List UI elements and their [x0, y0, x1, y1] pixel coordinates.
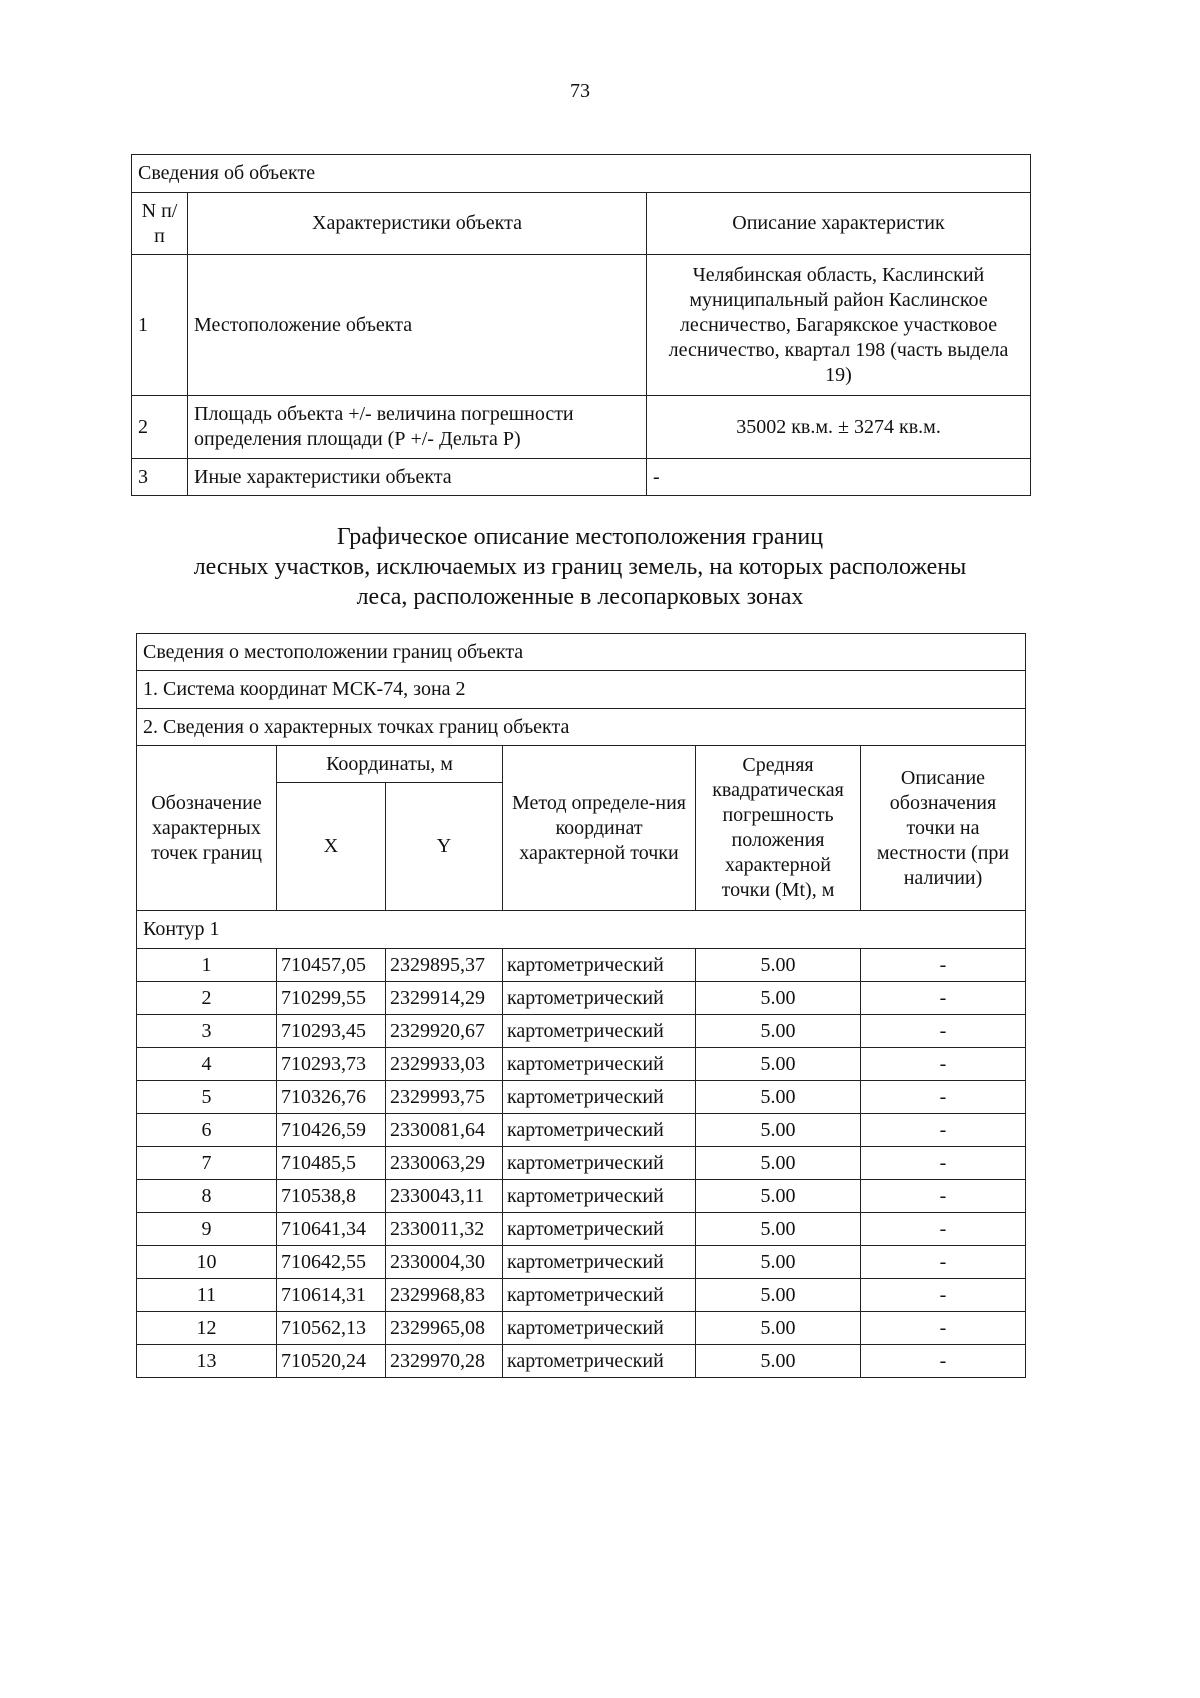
table-row [137, 949, 1026, 982]
coord-y: 2330081,64 [386, 1114, 503, 1147]
error: 5.00 [696, 982, 861, 1015]
point-number: 3 [137, 1015, 277, 1048]
heading-line: леса, расположенные в лесопарковых зонах [356, 584, 804, 610]
point-number: 7 [137, 1147, 277, 1180]
coord-x: 710485,5 [277, 1147, 386, 1180]
method: картометрический [503, 1114, 696, 1147]
point-number: 11 [137, 1279, 277, 1312]
coord-x: 710562,13 [277, 1312, 386, 1345]
method: картометрический [503, 1015, 696, 1048]
coord-y: 2329920,67 [386, 1015, 503, 1048]
coord-system: 1. Система координат МСК-74, зона 2 [137, 671, 1026, 709]
error: 5.00 [696, 1015, 861, 1048]
point-number: 12 [137, 1312, 277, 1345]
header-desc: Описание обозначения точки на местности (при наличии) [861, 746, 1026, 911]
header-characteristic: Характеристики объекта [188, 193, 647, 255]
coord-x: 710520,24 [277, 1345, 386, 1378]
coord-y: 2330063,29 [386, 1147, 503, 1180]
method: картометрический [503, 1213, 696, 1246]
method: картометрический [503, 1180, 696, 1213]
page-number: 73 [570, 80, 590, 102]
coord-y: 2329895,37 [386, 949, 503, 982]
error: 5.00 [696, 1081, 861, 1114]
object-info-table [131, 154, 1031, 496]
table-row [137, 1114, 1026, 1147]
method: картометрический [503, 949, 696, 982]
contour-label: Контур 1 [137, 911, 1026, 949]
method: картометрический [503, 1147, 696, 1180]
description: - [861, 1081, 1026, 1114]
point-number: 10 [137, 1246, 277, 1279]
error: 5.00 [696, 1312, 861, 1345]
table-row [137, 1147, 1026, 1180]
error: 5.00 [696, 1246, 861, 1279]
coord-y: 2329965,08 [386, 1312, 503, 1345]
row-characteristic: Площадь объекта +/- величина погрешности определения площади (Р +/- Дельта Р) [188, 396, 647, 459]
heading-line: Графическое описание местоположения границ [336, 524, 824, 550]
method: картометрический [503, 1081, 696, 1114]
method: картометрический [503, 982, 696, 1015]
row-description: Челябинская область, Каслинский муниципальный район Каслинское лесничество, Багарякское участковое лесничество, квартал 198 (часть выдела 19) [647, 255, 1031, 396]
table-row [137, 982, 1026, 1015]
header-description: Описание характеристик [647, 193, 1031, 255]
table-row [137, 1312, 1026, 1345]
description: - [861, 949, 1026, 982]
error: 5.00 [696, 1279, 861, 1312]
table-title: Сведения о местоположении границ объекта [137, 634, 1026, 671]
point-number: 2 [137, 982, 277, 1015]
header-error: Средняя квадратическая погрешность положения характерной точки (Mt), м [696, 746, 861, 911]
row-characteristic: Местоположение объекта [188, 255, 647, 396]
table-row [137, 1246, 1026, 1279]
heading-line: лесных участков, исключаемых из границ земель, на которых расположены [193, 554, 967, 580]
method: картометрический [503, 1345, 696, 1378]
coord-x: 710614,31 [277, 1279, 386, 1312]
row-description: - [647, 459, 1031, 496]
error: 5.00 [696, 1048, 861, 1081]
table-row [137, 1345, 1026, 1378]
method: картометрический [503, 1312, 696, 1345]
error: 5.00 [696, 1180, 861, 1213]
header-method: Метод определе-ния координат характерной точки [503, 746, 696, 911]
table-row [137, 1279, 1026, 1312]
method: картометрический [503, 1279, 696, 1312]
description: - [861, 1279, 1026, 1312]
description: - [861, 982, 1026, 1015]
table-row [137, 1081, 1026, 1114]
description: - [861, 1048, 1026, 1081]
error: 5.00 [696, 1213, 861, 1246]
row-n: 2 [132, 396, 188, 459]
table-row [137, 1213, 1026, 1246]
coord-y: 2329970,28 [386, 1345, 503, 1378]
header-y: Y [386, 783, 503, 911]
point-number: 13 [137, 1345, 277, 1378]
point-number: 5 [137, 1081, 277, 1114]
description: - [861, 1015, 1026, 1048]
error: 5.00 [696, 1114, 861, 1147]
error: 5.00 [696, 1147, 861, 1180]
section-heading [0, 522, 1160, 612]
coord-y: 2329933,03 [386, 1048, 503, 1081]
point-number: 8 [137, 1180, 277, 1213]
header-x: X [277, 783, 386, 911]
coord-x: 710641,34 [277, 1213, 386, 1246]
row-n: 1 [132, 255, 188, 396]
coord-x: 710326,76 [277, 1081, 386, 1114]
point-number: 6 [137, 1114, 277, 1147]
table-row [137, 1180, 1026, 1213]
error: 5.00 [696, 1345, 861, 1378]
coord-x: 710642,55 [277, 1246, 386, 1279]
error: 5.00 [696, 949, 861, 982]
boundary-points-table [136, 633, 1026, 1378]
method: картометрический [503, 1246, 696, 1279]
description: - [861, 1345, 1026, 1378]
coord-y: 2329914,29 [386, 982, 503, 1015]
coord-x: 710457,05 [277, 949, 386, 982]
header-designation: Обозначение характерных точек границ [137, 746, 277, 911]
coord-y: 2330004,30 [386, 1246, 503, 1279]
table-row [137, 1048, 1026, 1081]
coord-y: 2330011,32 [386, 1213, 503, 1246]
coord-x: 710299,55 [277, 982, 386, 1015]
coord-x: 710538,8 [277, 1180, 386, 1213]
description: - [861, 1147, 1026, 1180]
row-characteristic: Иные характеристики объекта [188, 459, 647, 496]
description: - [861, 1312, 1026, 1345]
table-title: Сведения об объекте [132, 155, 1031, 193]
header-n: N п/п [132, 193, 188, 255]
point-number: 4 [137, 1048, 277, 1081]
description: - [861, 1180, 1026, 1213]
coord-x: 710293,45 [277, 1015, 386, 1048]
row-description: 35002 кв.м. ± 3274 кв.м. [647, 396, 1031, 459]
header-coords: Координаты, м [277, 746, 503, 783]
description: - [861, 1114, 1026, 1147]
point-number: 1 [137, 949, 277, 982]
row-n: 3 [132, 459, 188, 496]
description: - [861, 1213, 1026, 1246]
points-title: 2. Сведения о характерных точках границ объекта [137, 709, 1026, 746]
table-row [137, 1015, 1026, 1048]
method: картометрический [503, 1048, 696, 1081]
coord-y: 2329993,75 [386, 1081, 503, 1114]
coord-y: 2330043,11 [386, 1180, 503, 1213]
coord-y: 2329968,83 [386, 1279, 503, 1312]
point-number: 9 [137, 1213, 277, 1246]
description: - [861, 1246, 1026, 1279]
coord-x: 710426,59 [277, 1114, 386, 1147]
coord-x: 710293,73 [277, 1048, 386, 1081]
